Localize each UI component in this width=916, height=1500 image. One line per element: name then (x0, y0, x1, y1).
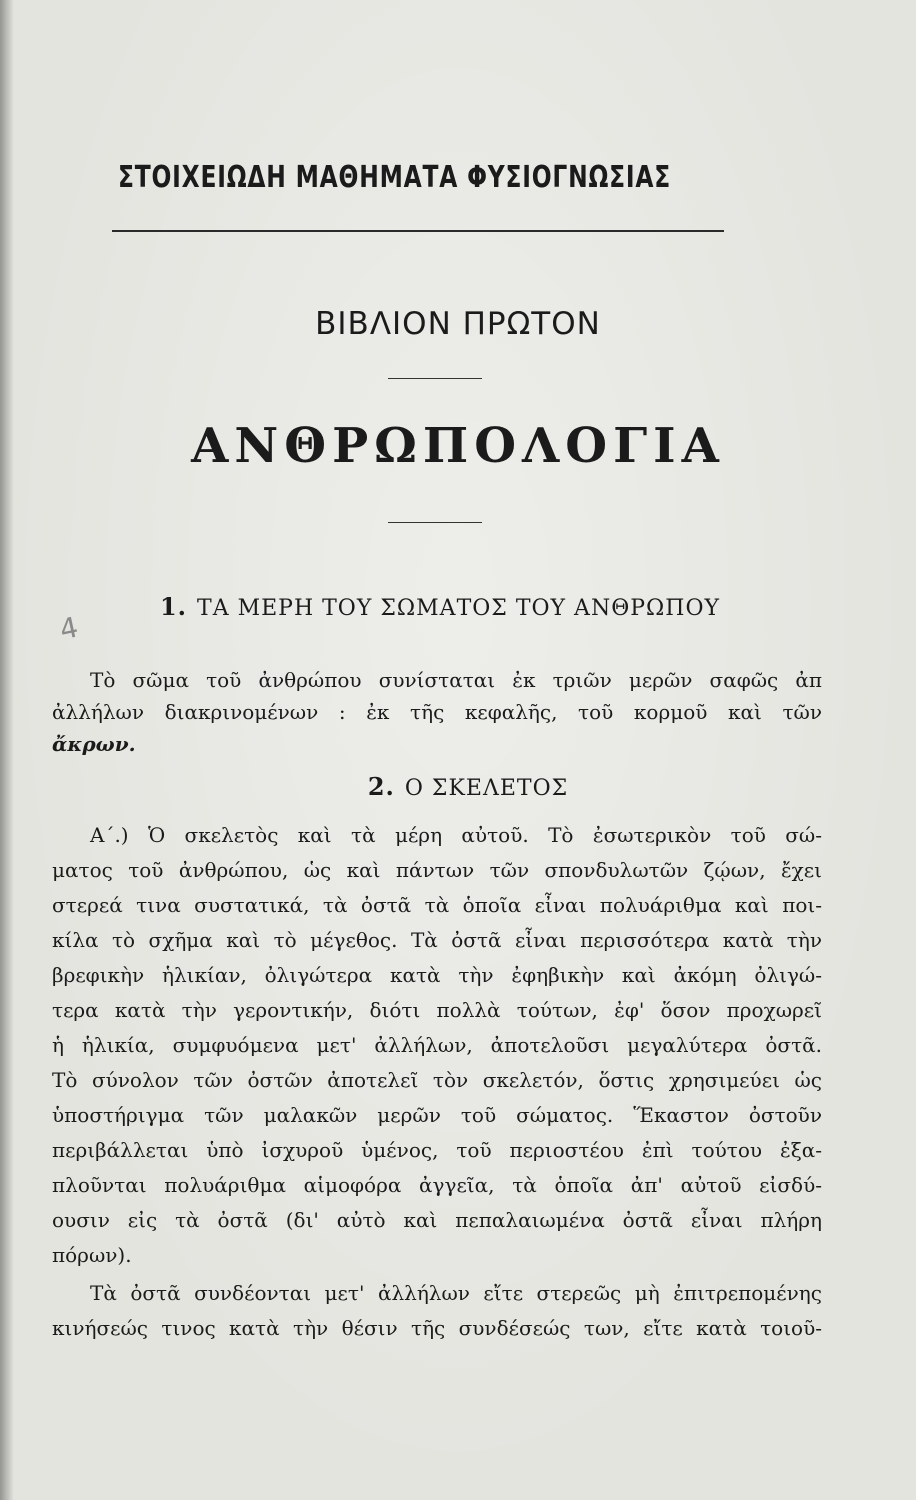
section-title: Ο ΣΚΕΛΕΤΟΣ (404, 776, 569, 801)
paragraph-line: Τὸ σῶμα τοῦ ἀνθρώπου συνίσταται ἐκ τριῶν μερῶν σαφῶς ἀπ (90, 668, 822, 692)
section-heading (0, 592, 898, 621)
paragraph-line: ἀλλήλων διακρινομένων : ἐκ τῆς κεφαλῆς, τοῦ κορμοῦ καὶ τῶν (52, 700, 822, 724)
section-title: ΤΑ ΜΕΡΗ ΤΟΥ ΣΩΜΑΤΟΣ ΤΟΥ ΑΝΘΡΩΠΟΥ (197, 596, 721, 621)
divider-rule (388, 378, 482, 379)
book-title: ΒΙΒΛΙΟΝ ΠΡΩΤΟΝ (315, 306, 601, 342)
paragraph-line: ἄκρων. (52, 732, 136, 756)
paragraph-line: ἡ ἡλικία, συμφυόμενα μετ' ἀλλήλων, ἀποτελοῦσι μεγαλύτερα ὀστᾶ. (52, 1033, 822, 1057)
paragraph-line: Α΄.) Ὁ σκελετὸς καὶ τὰ μέρη αὐτοῦ. Τὸ ἐσωτερικὸν τοῦ σώ- (90, 823, 822, 847)
paragraph-line: στερεά τινα συστατικά, τὰ ὀστᾶ τὰ ὁποῖα εἶναι πολυάριθμα καὶ ποι- (52, 893, 822, 917)
part-title: ΑΝΘΡΩΠΟΛΟΓΙΑ (191, 418, 725, 474)
paragraph-line: βρεφικὴν ἡλικίαν, ὀλιγώτερα κατὰ τὴν ἐφηβικὴν καὶ ἀκόμη ὀλιγώ- (52, 963, 822, 987)
paragraph-line: ματος τοῦ ἀνθρώπου, ὡς καὶ πάντων τῶν σπονδυλωτῶν ζῴων, ἔχει (52, 858, 822, 882)
paragraph-line: κινήσεώς τινος κατὰ τὴν θέσιν τῆς συνδέσεώς των, εἴτε κατὰ τοιοῦ- (52, 1316, 822, 1340)
section-number: 1. (159, 592, 188, 621)
paragraph-line: περιβάλλεται ὑπὸ ἰσχυροῦ ὑμένος, τοῦ περιοστέου ἐπὶ τούτου ἐξα- (52, 1138, 822, 1162)
paragraph-line: πόρων). (52, 1243, 132, 1267)
paragraph-line: κίλα τὸ σχῆμα καὶ τὸ μέγεθος. Τὰ ὀστᾶ εἶναι περισσότερα κατὰ τὴν (52, 928, 822, 952)
divider-rule (388, 522, 482, 523)
binding-shadow (0, 0, 14, 1500)
section-number: 2. (367, 772, 395, 801)
pencil-mark: 4 (56, 610, 82, 647)
series-title: ΣΤΟΙΧΕΙΩΔΗ ΜΑΘΗΜΑΤΑ ΦΥΣΙΟΓΝΩΣΙΑΣ (118, 160, 672, 195)
section-heading (10, 772, 916, 801)
paragraph-line: ουσιν εἰς τὰ ὀστᾶ (δι' αὐτὸ καὶ πεπαλαιωμένα ὀστᾶ εἶναι πλήρη (52, 1208, 822, 1232)
paragraph-line: πλοῦνται πολυάριθμα αἱμοφόρα ἀγγεῖα, τὰ ὁποῖα ἀπ' αὐτοῦ εἰσδύ- (52, 1173, 822, 1197)
paragraph-line: Τὸ σύνολον τῶν ὀστῶν ἀποτελεῖ τὸν σκελετόν, ὅστις χρησιμεύει ὡς (52, 1068, 822, 1092)
paragraph-line: Τὰ ὀστᾶ συνδέονται μετ' ἀλλήλων εἴτε στερεῶς μὴ ἐπιτρεπομένης (90, 1281, 822, 1305)
title-rule (112, 230, 724, 232)
paragraph-line: τερα κατὰ τὴν γεροντικήν, διότι πολλὰ τούτων, ἐφ' ὅσον προχωρεῖ (52, 998, 822, 1022)
paragraph-line: ὑποστήριγμα τῶν μαλακῶν μερῶν τοῦ σώματος. Ἕκαστον ὀστοῦν (52, 1103, 822, 1127)
